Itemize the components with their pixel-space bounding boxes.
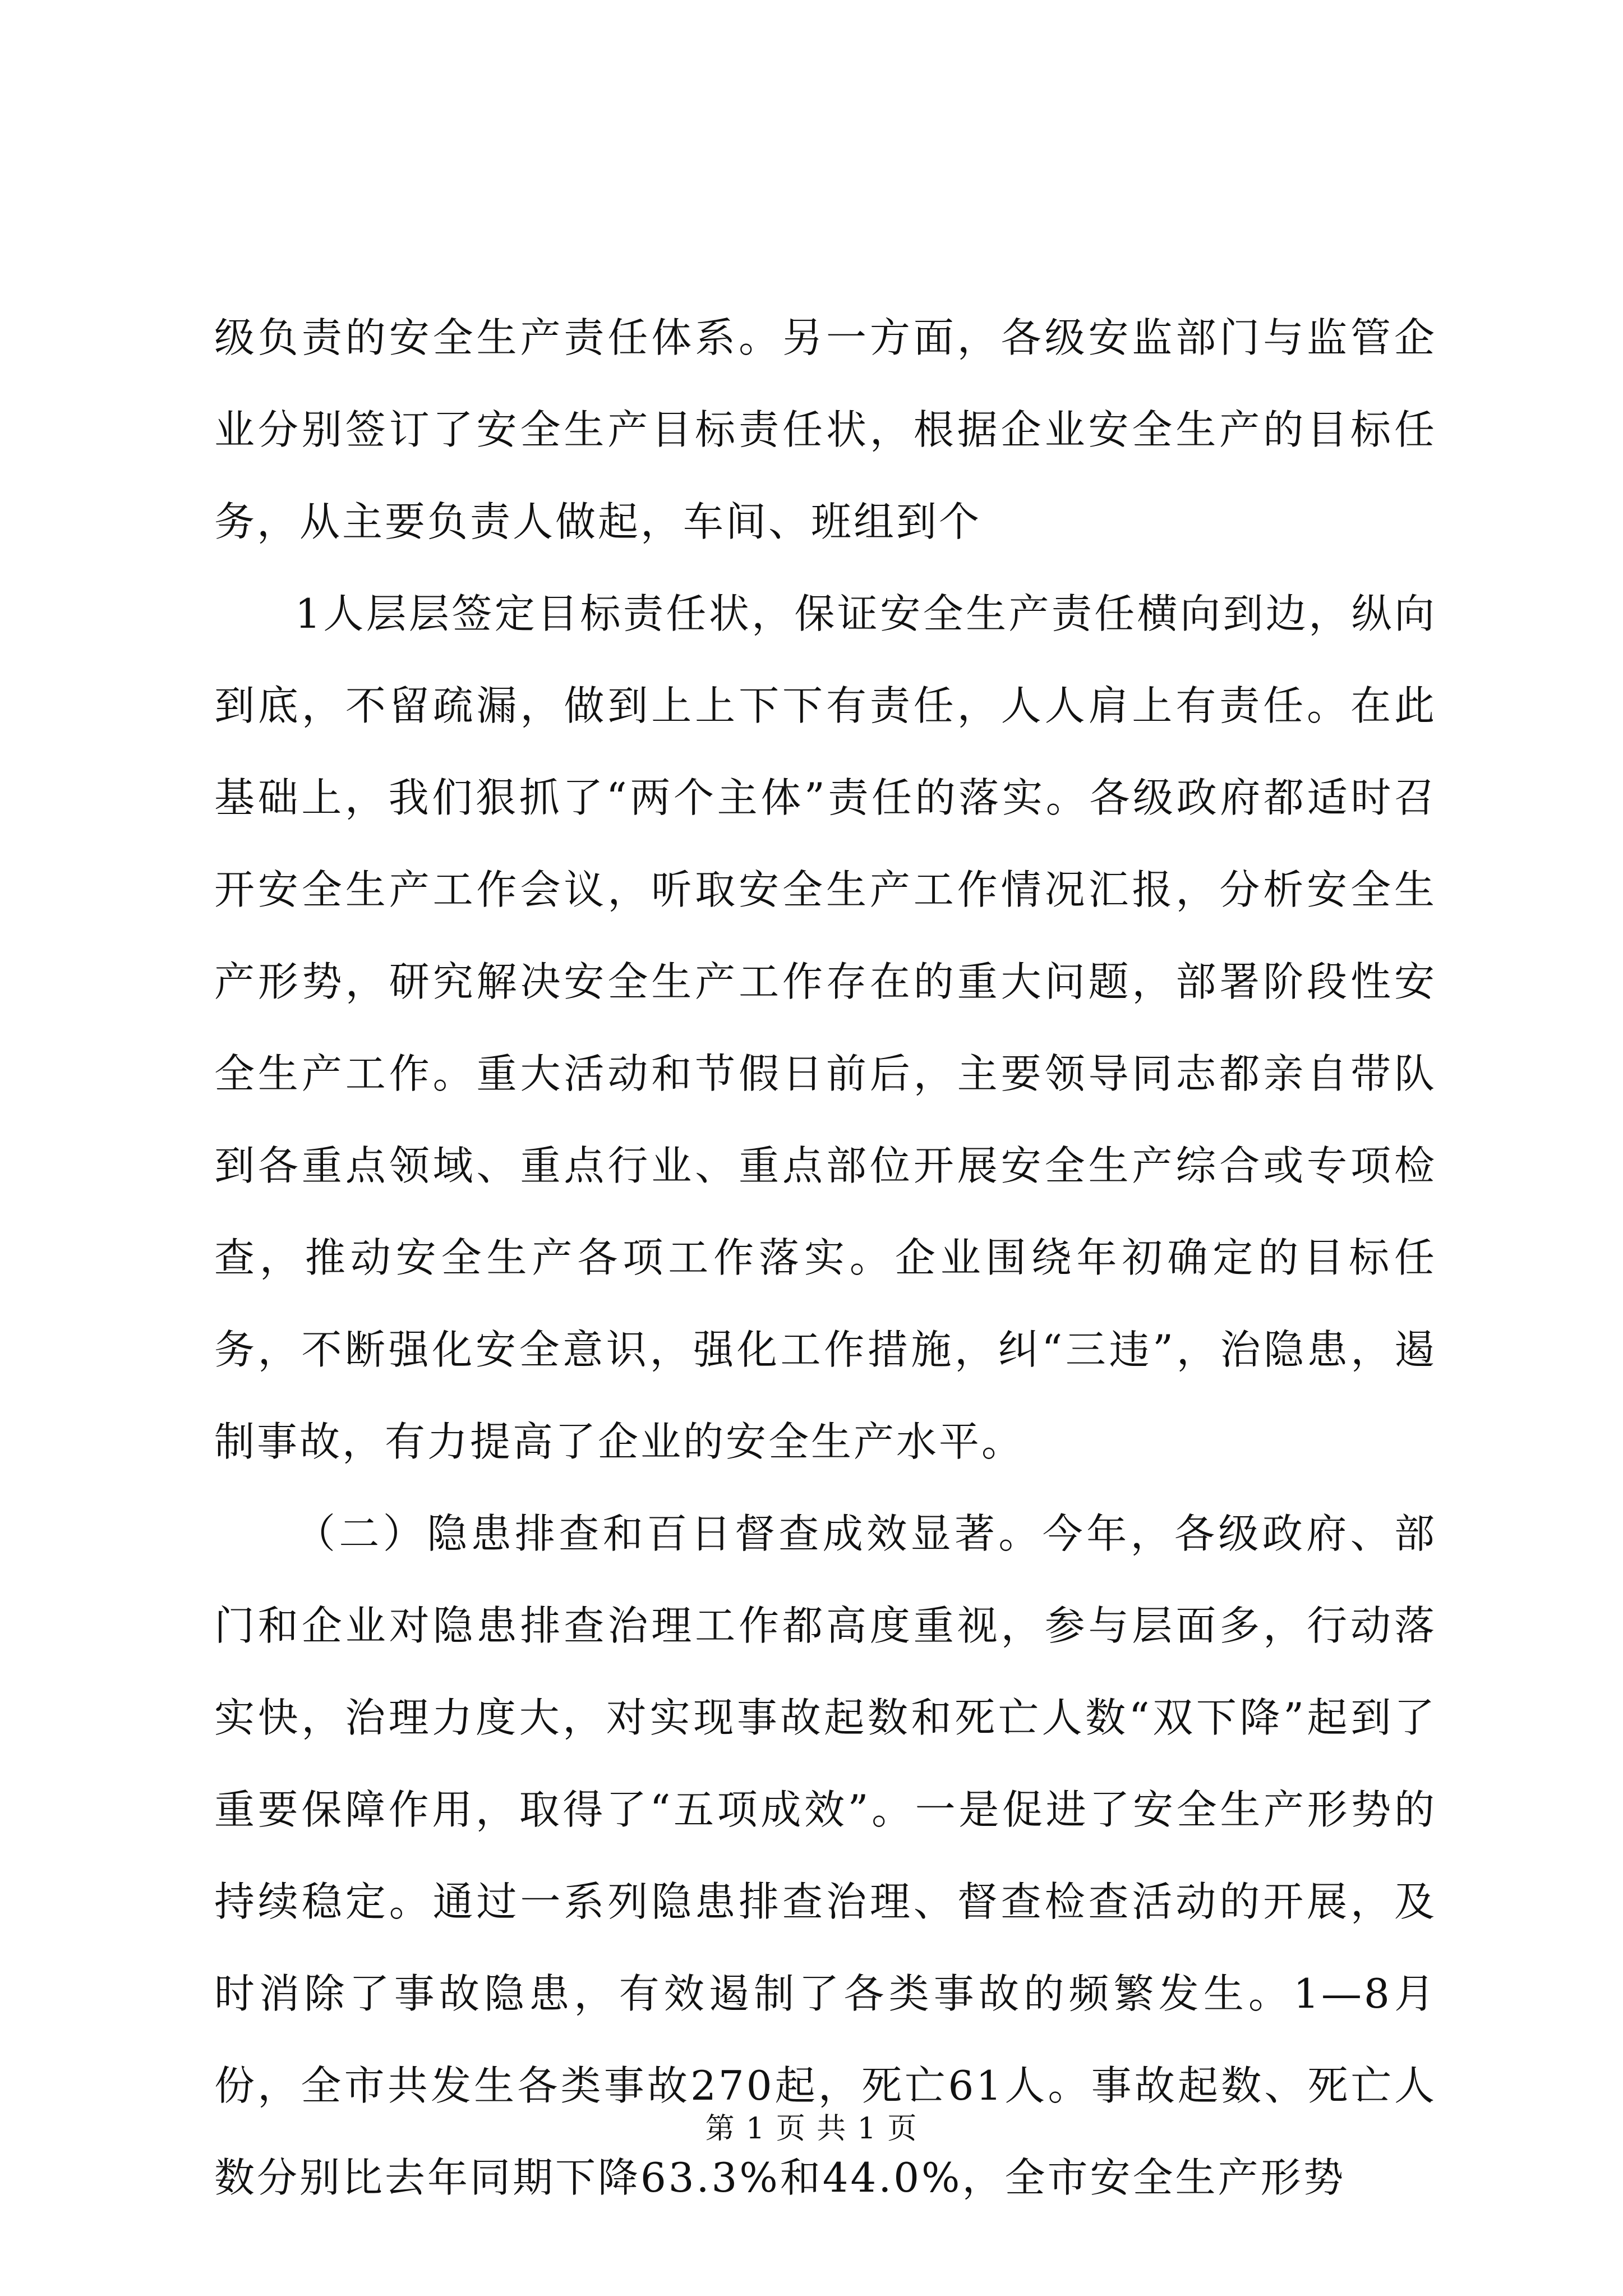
paragraph-1: 级负责的安全生产责任体系。另一方面，各级安监部门与监管企业分别签订了安全生产目标责任状，根据企业安全生产的目标任务，从主要负责人做起，车间、班组到个: [214, 314, 1437, 545]
page-footer: 第 1 页 共 1 页: [705, 2112, 918, 2146]
paragraph-2: 1人层层签定目标责任状，保证安全生产责任横向到边，纵向到底，不留疏漏，做到上上下下有责任，人人肩上有责任。在此基础上，我们狠抓了“两个主体”责任的落实。各级政府都适时召开安全生产工作会议，听取安全生产工作情况汇报，分析安全生产形势，研究解决安全生产工作存在的重大问题，部署阶段性安全生产工作。重大活动和节假日前后，主要领导同志都亲自带队到各重点领域、重点行业、重点部位开展安全生产综合或专项检查，推动安全生产各项工作落实。企业围绕年初确定的目标任务，不断强化安全意识，强化工作措施，纠“三违”，治隐患，遏制事故，有力提高了企业的安全生产水平。: [214, 590, 1437, 1465]
paragraph-3: （二）隐患排查和百日督查成效显著。今年，各级政府、部门和企业对隐患排查治理工作都高度重视，参与层面多，行动落实快，治理力度大，对实现事故起数和死亡人数“双下降”起到了重要保障作用，取得了“五项成效”。一是促进了安全生产形势的持续稳定。通过一系列隐患排查治理、督查检查活动的开展，及时消除了事故隐患，有效遏制了各类事故的频繁发生。1—8月份，全市共发生各类事故270起，死亡61人。事故起数、死亡人数分别比去年同期下降63.3%和44.0%，全市安全生产形势: [214, 1510, 1437, 2201]
document-body: [214, 292, 1437, 2224]
